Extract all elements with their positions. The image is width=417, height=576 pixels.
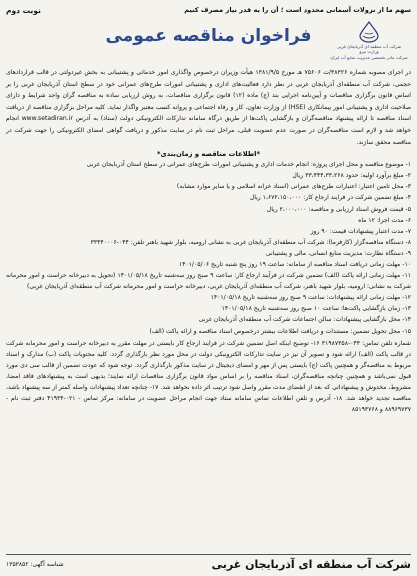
- list-item: ۱۰- مهلت زمانی دریافت اسناد مناقصه از سامانه: ساعت ۱۹ روز پنج شنبه تاریخ ۱۴۰۱/۰۵/۰۶: [178, 261, 411, 268]
- logo-caption: [330, 44, 407, 60]
- logo-line-1: شرکت آب منطقه ای آذربایجان غربی: [336, 44, 402, 49]
- tender-details-list: [6, 159, 411, 337]
- list-item: ۹- دستگاه نظارت: مدیریت منابع انسانی، مالی و پشتیبانی: [265, 249, 411, 257]
- top-bar: [6, 3, 411, 17]
- list-item: ۸- دستگاه مناقصه‌گزار (کارفرما): شرکت آب منطقه‌ای آذربایجان غربی به نشانی ارومیه، بلوار شهید باهنر تلفن: ۰۴۴-۳۳۴۴۰۰۰۶: [90, 238, 411, 246]
- ad-title: فراخوان مناقصه عمومی: [105, 26, 312, 46]
- publication-turn: نوبت دوم: [6, 5, 41, 15]
- water-drop-logo-icon: [354, 21, 384, 43]
- ad-header: [6, 21, 411, 65]
- list-item: ۶- مدت اجرا: ۱۲ ماه: [358, 216, 411, 224]
- list-item: ۳- محل تامین اعتبار: اعتبارات طرح‌های عمرانی (اسناد خزانه اسلامی و یا سایر موارد مشابه): [176, 183, 411, 191]
- ad-footer: [6, 554, 411, 573]
- list-item: ۱- موضوع مناقصه و محل اجرای پروژه: انجام خدمات اداری و پشتیبانی امورات طرح‌های عمرانی در سطح استان آذربایجان غربی: [86, 161, 411, 169]
- list-item: ۱۴- محل بازگشایی پیشنهادات: سالن اجتماعات شرکت آب منطقه‌ای آذربایجان غربی: [198, 316, 411, 324]
- section-title: *اطلاعات مناقصه و زمان‌بندی*: [156, 150, 261, 159]
- ad-id: شناسه آگهی: ۱۳۵۳۸۵۲: [6, 560, 64, 568]
- list-item: ۱۵- محل تحویل تضمین: مستندات و دریافت اطلاعات بیشتر درخصوص اسناد مناقصه و ارائه پاکت (الف): [149, 327, 411, 335]
- logo-line-3: شرکت مادر تخصصی مدیریت منابع آب ایران: [330, 54, 408, 60]
- list-item: ۲- مبلغ برآورد اولیه: حدود ۳۳،۴۴۴،۳۳،۲۶۸ ریال: [292, 172, 411, 180]
- list-item: ۱۳- زمان بازگشایی پاکت‌ها: ساعت ۱۰ صبح روز سه‌شنبه تاریخ ۱۴۰۱/۰۵/۱۸: [221, 305, 411, 313]
- list-item: ۴- مبلغ تضمین شرکت در فرایند ارجاع کار: ۱،۶۷۲،۱۵۰،۰۰۰ ریال: [249, 194, 411, 202]
- list-item: ۱۱- مهلت زمانی ارائه پاکت (الف) تضمین شرکت در فرآیند ارجاع کار: ساعت ۹ صبح روز سه‌شنبه تاریخ ۱۴۰۱/۰۵/۱۸ (تحویل به دبیرخانه حراست و امور محرمانه شرکت به نشانی: ارومیه، بلوار شهید باهنر، شرکت آب منطقه‌ای آذربایجان غربی، دبیرخانه حراست و امور محرمانه شرکت آب منطقه‌ای آذربایجان غربی): [6, 272, 411, 291]
- list-item: ۱۲- مهلت زمانی ارائه پیشنهادات: ساعت ۹ صبح روز سه‌شنبه تاریخ ۱۴۰۱/۰۵/۱۸: [210, 294, 411, 302]
- footer-org-name: شرکت آب منطقه ای آذربایجان غربی: [211, 557, 411, 571]
- company-logo: [327, 21, 411, 60]
- list-item: ۵- قیمت فروش اسناد ارزیابی و مناقصه: ۲،۰۰۰،۰۰۰ ریال: [266, 205, 411, 213]
- logo-line-2: وزارت نیرو: [359, 49, 379, 55]
- list-item: ۷- مدت اعتبار پیشنهادات قیمت: ۹۰ روز: [310, 227, 411, 235]
- closing-notes: شماره تلفن تماس: ۰۴۴-۳۱۹۸۷۳۵۸ ۱۶- توضیح اینکه اصل تضمین شرکت در فرایند ارجاع کار بایستی در مهلت مقرر به دبیرخانه حراست و امور محرمانه شرکت در قالب پاکت (الف) ارائه شود و تصویر آن نیز در سایت تدارکات الکترونیکی دولت در محل مورد نظر بارگذاری گردد. کلیه محتویات پاکت (ب) مدارک و اسناد مربوط به مناقصه‌گر و همچنین پاکت (ج) بایستی پس از مهر و امضای دیجیتال در سایت مذکور بارگذاری گردد. توجه شود که عودت تضمین از قالب سی دی مورد قبول نمی‌باشد و همچنین چنانچه مناقصه‌گران، اسناد مناقصه را بر اساس مواد قانون برگزاری مناقصات ارائه نمایند؛ بدیهی است به پیشنهادهای فاقد امضا، مشروط، مخدوش و پیشنهاداتی که بعد از انقضای مدت مقرر واصل شود ترتیب اثر داده نخواهد شد. ۱۷- چنانچه تعداد پیشنهادات واصله کمتر از سه پیشنهاد باشد، مناقصه تجدید خواهد شد. ۱۸- آدرس و تلفن اطلاعات تماس سامانه ستاد جهت انجام مراحل عضویت در سامانه: مرکز تماس - ۰۲۱-۴۱۹۳۴ دفتر ثبت نام - ۸۸۹۶۹۷۳۷ و ۸۵۱۹۳۷۶۸: [6, 339, 412, 414]
- water-slogan: سهم ما از نزولات آسمانی محدود است ؛ آن را به قدر نیاز مصرف کنیم: [184, 6, 411, 14]
- intro-paragraph: در اجرای مصوبه شماره ۳۸۳۲۶/ت ۷۵۶۰۶ هـ مورخ ۱۳۸۱/۹/۵ هیأت وزیران درخصوص واگذاری امور خدماتی و پشتیبانی به بخش غیردولتی در قالب قراردادهای حجمی، شرکت آب منطقه‌ای آذربایجان غربی در نظر دارد فعالیت‌های اداری و پشتیبانی امورات طرح‌های عمرانی خود در سطح استان آذربایجان غربی را بر اساس قانون برگزاری مناقصات و آیین‌نامه اجرایی بند (ج) ماده (۱۲) قانون برگزاری مناقصات، به روش ارزیابی ساده به مناقصه گران واجد شرایط و دارای صلاحیت اداری و پشتیبانی امور پیمانکاری (HSE) از وزارت تعاون، کار و رفاه اجتماعی و پروانه کسب معتبر واگذار نماید. کلیه مراحل برگزاری مناقصه از دریافت اسناد مناقصه تا ارائه پیشنهاد مناقصه‌گران و بازگشایی پاکت‌ها از طریق درگاه سامانه تدارکات الکترونیکی دولت (ستاد) به آدرس www.setadiran.ir انجام خواهد شد و لازم است مناقصه‌گران در صورت عدم عضویت قبلی، مراحل ثبت نام در سایت مذکور و دریافت گواهی امضای الکترونیکی را جهت شرکت در مناقصه محقق سازند.: [6, 69, 411, 146]
